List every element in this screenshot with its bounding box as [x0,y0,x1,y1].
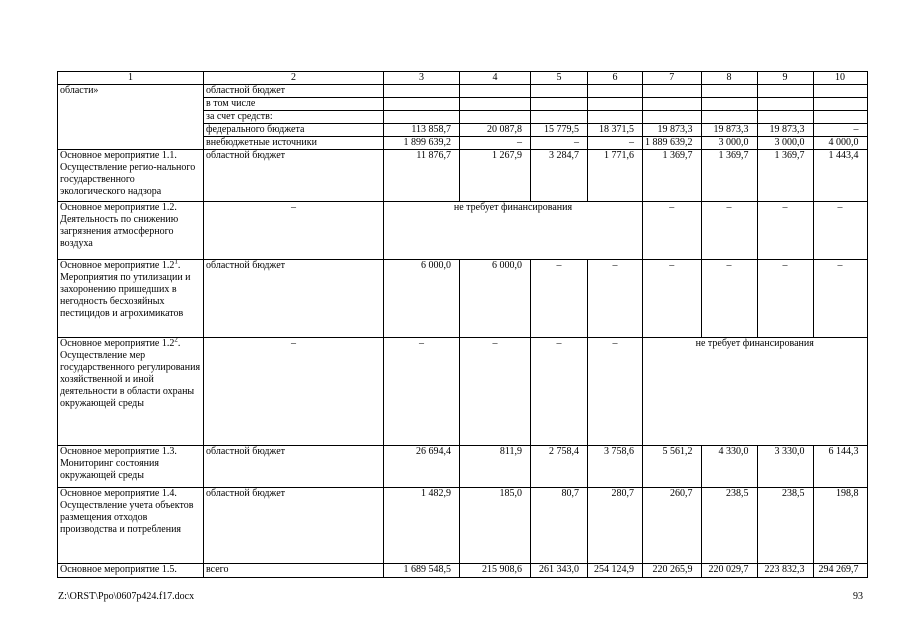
value-cell: 2 758,4 [531,446,588,488]
activity-name-text: . Мероприятия по утилизации и захоронению пришедших в негодность бесхозяйных пестицидов и агрохимикатов [60,260,191,319]
value-cell: 80,7 [531,488,588,564]
table-row [58,488,868,564]
value-cell: 1 899 639,2 [384,137,460,150]
header-cell: 1 [58,72,204,85]
value-cell: 18 371,5 [588,124,643,137]
value-cell [460,111,531,124]
no-funding-note: не требует финансирования [643,338,868,446]
value-cell: 261 343,0 [531,564,588,578]
value-cell: 223 832,3 [757,564,813,578]
value-cell [384,98,460,111]
value-cell [757,85,813,98]
value-cell: – [813,260,867,338]
table-row [58,338,868,446]
value-cell: 3 000,0 [701,137,757,150]
table-row [58,85,868,98]
value-cell: – [588,260,643,338]
activity-name-cell: Основное мероприятие 1.4. Осуществление учета объектов размещения отходов производства и потребления [58,488,204,564]
value-cell: 3 000,0 [757,137,813,150]
value-cell: 5 561,2 [643,446,702,488]
table-row [58,446,868,488]
header-cell: 6 [588,72,643,85]
value-cell: 11 876,7 [384,150,460,202]
value-cell: 6 000,0 [384,260,460,338]
value-cell: – [757,260,813,338]
value-cell: – [531,260,588,338]
table-row [58,260,868,338]
activity-name-text: . Осуществление мер государственного регулирования хозяйственной и иной деятельности в области охраны окружающей среды [60,338,201,409]
value-cell [384,111,460,124]
value-cell: 811,9 [460,446,531,488]
value-cell: 1 889 639,2 [643,137,702,150]
value-cell [701,85,757,98]
value-cell: – [813,202,867,260]
value-cell: 260,7 [643,488,702,564]
value-cell: 19 873,3 [701,124,757,137]
value-cell: 1 482,9 [384,488,460,564]
activity-name-superscript: 2 [174,337,178,344]
funding-source-cell: всего [204,564,384,578]
funding-source-cell: – [204,202,384,260]
value-cell [643,111,702,124]
activity-name-cell: Основное мероприятие 1.2. Деятельность по снижению загрязнения атмосферного воздуха [58,202,204,260]
value-cell [813,85,867,98]
value-cell: 4 000,0 [813,137,867,150]
activity-name-text: Основное мероприятие 1.2 [60,260,175,271]
value-cell: 1 267,9 [460,150,531,202]
value-cell: 19 873,3 [757,124,813,137]
value-cell: 20 087,8 [460,124,531,137]
table-row [58,564,868,578]
value-cell: 1 369,7 [643,150,702,202]
value-cell: – [531,137,588,150]
value-cell: – [384,338,460,446]
value-cell [701,98,757,111]
value-cell: 238,5 [701,488,757,564]
value-cell: 4 330,0 [701,446,757,488]
funding-source-cell: – [204,338,384,446]
value-cell [588,111,643,124]
activity-name-cell [58,260,204,338]
value-cell [757,98,813,111]
value-cell: – [460,137,531,150]
value-cell [813,111,867,124]
value-cell [531,98,588,111]
activity-name-cell: Основное мероприятие 1.5. [58,564,204,578]
header-cell: 10 [813,72,867,85]
funding-source-cell: областной бюджет [204,150,384,202]
value-cell [813,98,867,111]
value-cell: 220 029,7 [701,564,757,578]
value-cell: 3 284,7 [531,150,588,202]
value-cell: 1 369,7 [701,150,757,202]
value-cell [531,111,588,124]
value-cell: 280,7 [588,488,643,564]
table-row [58,202,868,260]
value-cell [588,98,643,111]
value-cell: 6 000,0 [460,260,531,338]
value-cell: 3 330,0 [757,446,813,488]
value-cell: – [588,137,643,150]
value-cell: – [460,338,531,446]
activity-name-cell [58,338,204,446]
value-cell [588,85,643,98]
value-cell: 113 858,7 [384,124,460,137]
header-cell: 3 [384,72,460,85]
activity-name-cell: Основное мероприятие 1.3. Мониторинг состояния окружающей среды [58,446,204,488]
footer-file-path: Z:\ORST\Ppo\0607p424.f17.docx [58,591,195,602]
header-cell: 8 [701,72,757,85]
value-cell [460,98,531,111]
value-cell: – [643,260,702,338]
funding-source-cell: в том числе [204,98,384,111]
value-cell: – [701,260,757,338]
header-cell: 4 [460,72,531,85]
activity-name-cell: Основное мероприятие 1.1. Осуществление регио-нального государственного экологического надзора [58,150,204,202]
table-row [58,150,868,202]
funding-source-cell: областной бюджет [204,85,384,98]
header-cell: 9 [757,72,813,85]
value-cell [531,85,588,98]
value-cell: – [813,124,867,137]
activity-name-cell: области» [58,85,204,150]
activity-name-superscript: 1 [174,259,178,266]
value-cell: 238,5 [757,488,813,564]
value-cell: 254 124,9 [588,564,643,578]
value-cell: 198,8 [813,488,867,564]
value-cell: 1 689 548,5 [384,564,460,578]
value-cell [643,85,702,98]
header-cell: 5 [531,72,588,85]
funding-source-cell: федерального бюджета [204,124,384,137]
funding-source-cell: областной бюджет [204,488,384,564]
header-cell: 7 [643,72,702,85]
value-cell: 294 269,7 [813,564,867,578]
funding-source-cell: областной бюджет [204,446,384,488]
value-cell: 3 758,6 [588,446,643,488]
value-cell: – [588,338,643,446]
value-cell: – [643,202,702,260]
funding-source-cell: за счет средств: [204,111,384,124]
value-cell: – [757,202,813,260]
value-cell: – [701,202,757,260]
value-cell [701,111,757,124]
activity-name-text: Основное мероприятие 1.2 [60,338,175,349]
value-cell: – [531,338,588,446]
page-number: 93 [853,591,863,602]
value-cell: 220 265,9 [643,564,702,578]
funding-source-cell: внебюджетные источники [204,137,384,150]
value-cell: 1 771,6 [588,150,643,202]
header-row [58,72,868,85]
value-cell [384,85,460,98]
value-cell [460,85,531,98]
value-cell: 26 694,4 [384,446,460,488]
value-cell: 19 873,3 [643,124,702,137]
value-cell [757,111,813,124]
funding-source-cell: областной бюджет [204,260,384,338]
value-cell: 185,0 [460,488,531,564]
no-funding-note: не требует финансирования [384,202,643,260]
value-cell [643,98,702,111]
value-cell: 1 443,4 [813,150,867,202]
value-cell: 6 144,3 [813,446,867,488]
value-cell: 1 369,7 [757,150,813,202]
value-cell: 215 908,6 [460,564,531,578]
budget-table [57,71,868,578]
header-cell: 2 [204,72,384,85]
value-cell: 15 779,5 [531,124,588,137]
